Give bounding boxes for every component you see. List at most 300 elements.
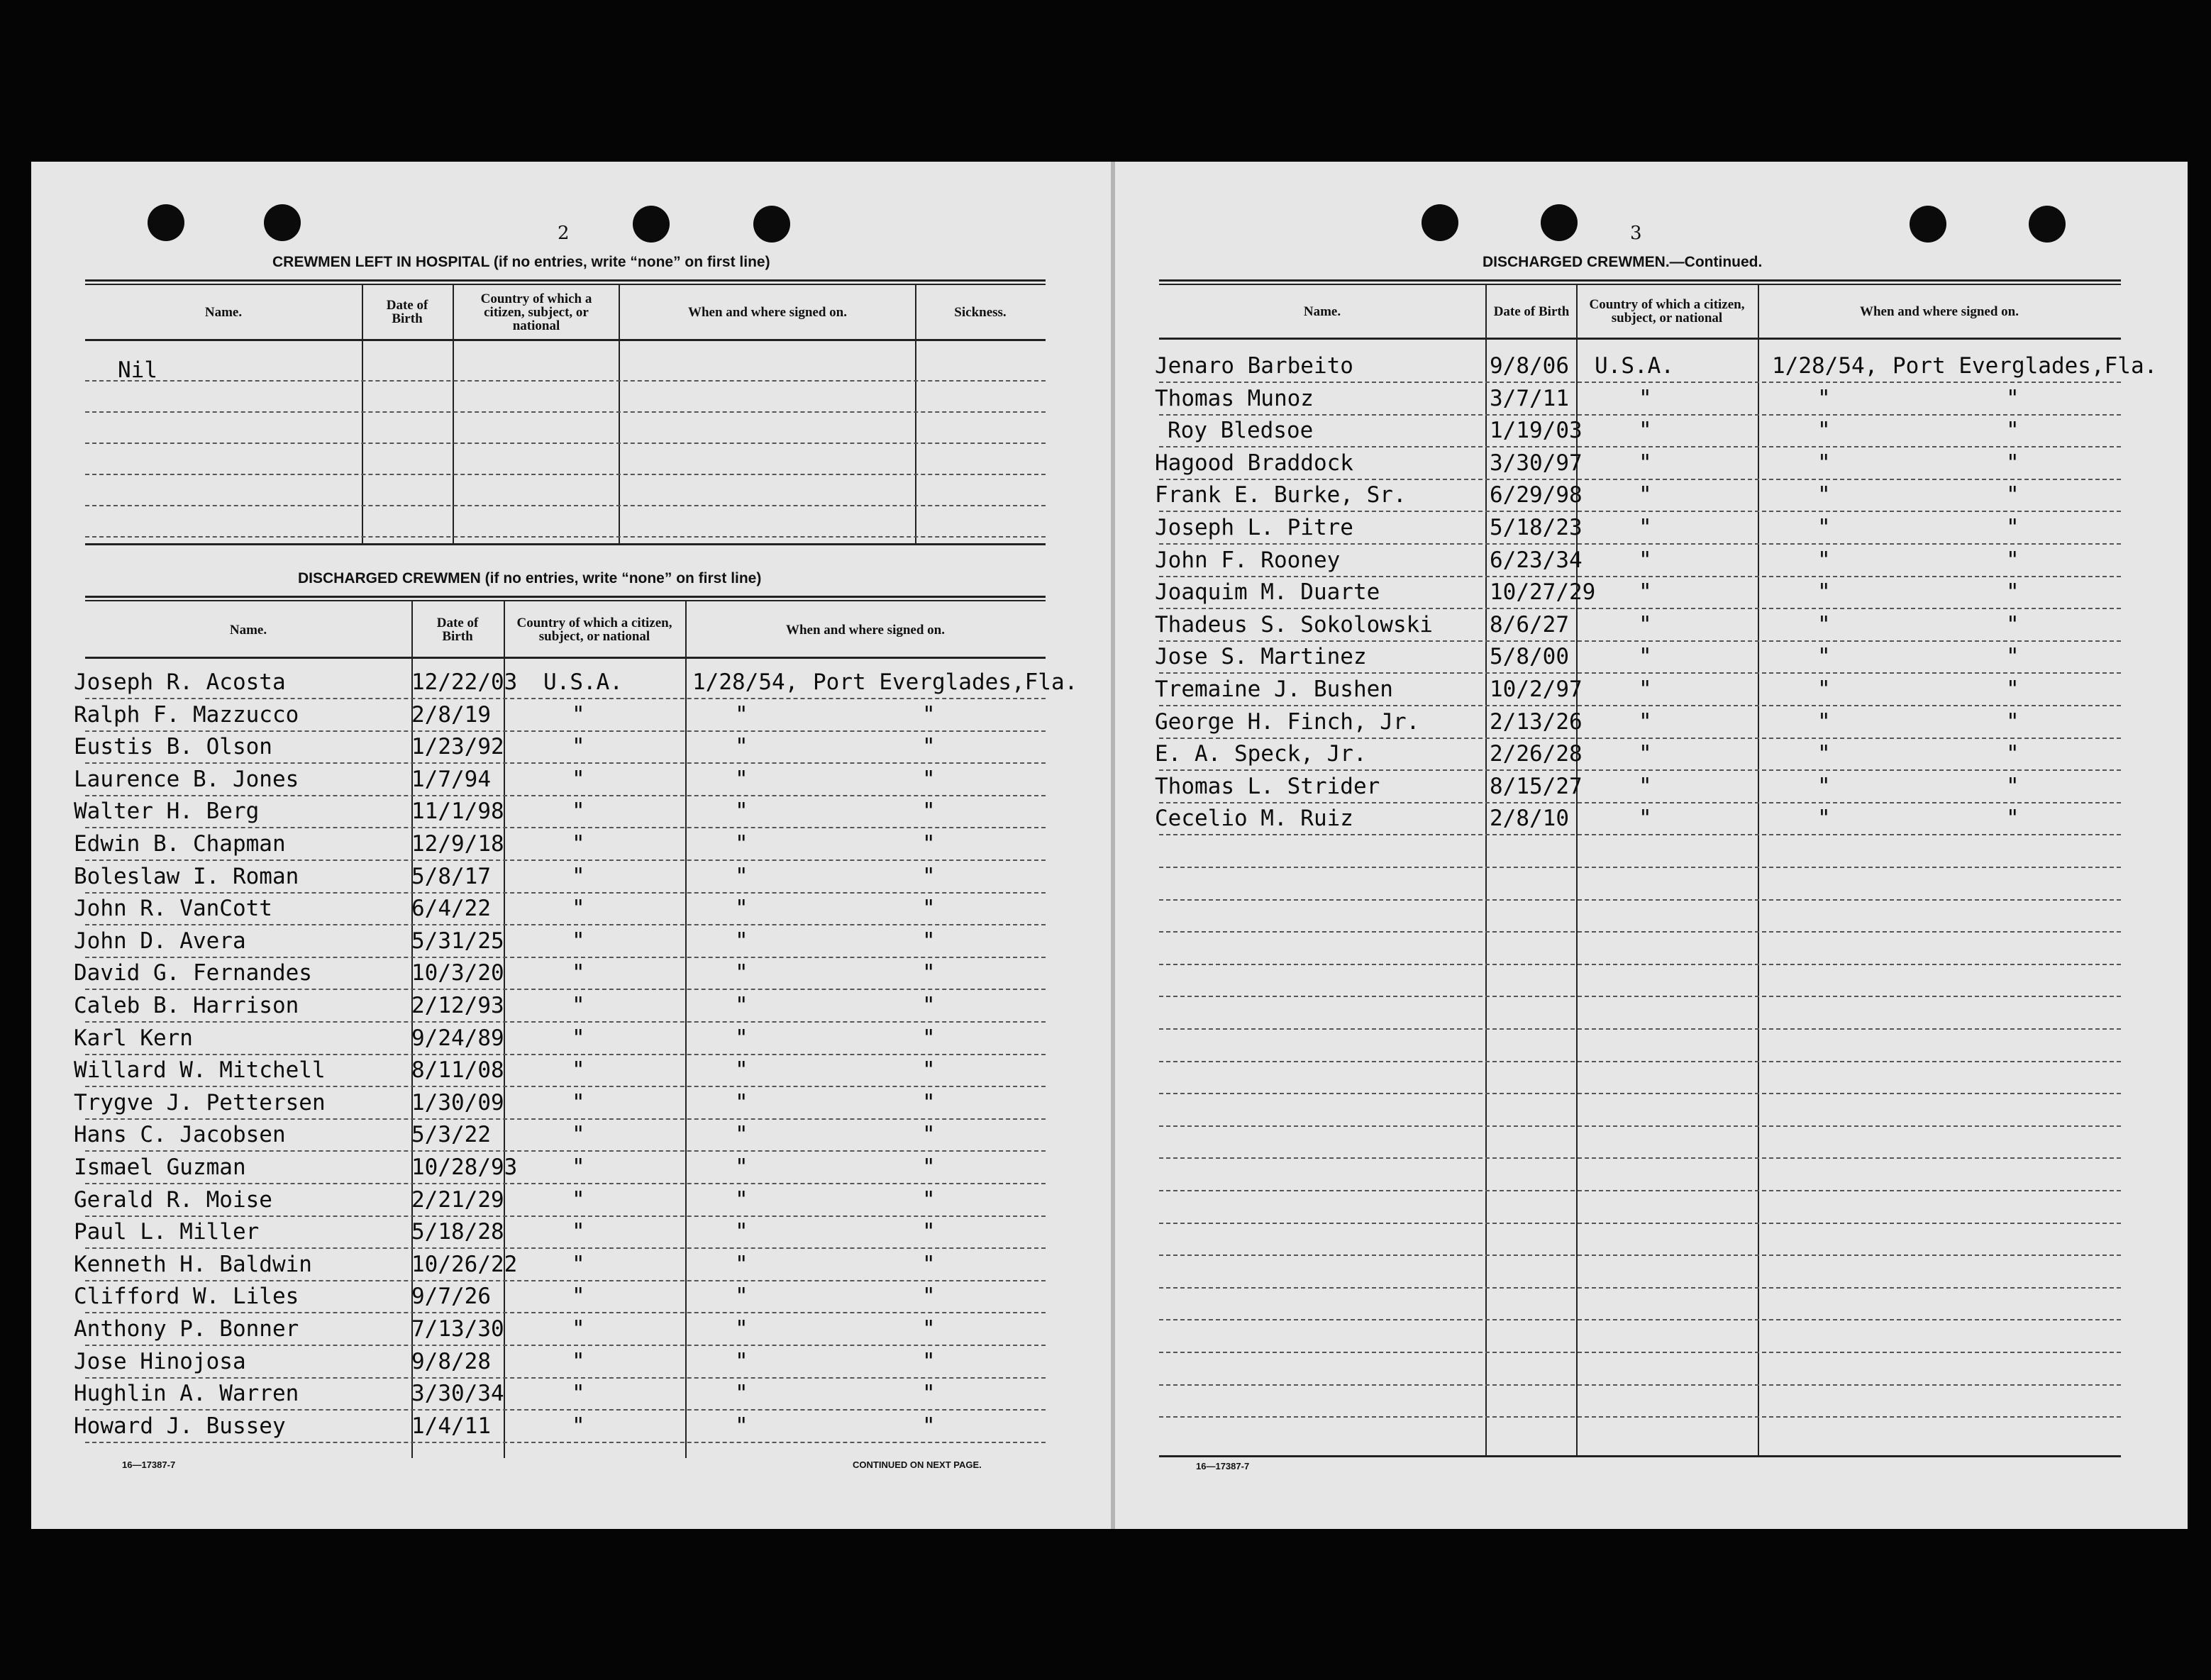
dotted-row-line bbox=[85, 860, 1046, 861]
signed-on-place: " bbox=[2006, 774, 2019, 799]
signed-on-date: " bbox=[735, 1155, 748, 1180]
dotted-row-line bbox=[1159, 1384, 2121, 1386]
crew-date-of-birth: 3/7/11 bbox=[1490, 386, 1569, 411]
signed-on-date: " bbox=[735, 1381, 748, 1406]
header-signed-on: When and where signed on. bbox=[687, 304, 847, 320]
dotted-row-line bbox=[85, 443, 1046, 444]
signed-on-place: " bbox=[2006, 450, 2019, 476]
crew-country: " bbox=[572, 928, 585, 954]
crew-country: " bbox=[1639, 612, 1652, 638]
crew-name: Anthony P. Bonner bbox=[74, 1316, 299, 1342]
dotted-row-line bbox=[85, 380, 1046, 382]
dotted-row-line bbox=[1159, 672, 2121, 674]
crew-date-of-birth: 10/28/93 bbox=[411, 1155, 518, 1180]
signed-on-date: " bbox=[735, 928, 748, 954]
column-rule bbox=[1758, 284, 1759, 1457]
crew-name: Clifford W. Liles bbox=[74, 1284, 299, 1309]
crew-name: Hagood Braddock bbox=[1155, 450, 1353, 476]
dotted-row-line bbox=[85, 1086, 1046, 1087]
signed-on-date: " bbox=[735, 993, 748, 1018]
dotted-row-line bbox=[85, 411, 1046, 413]
crew-name: Thomas L. Strider bbox=[1155, 774, 1380, 799]
dotted-row-line bbox=[1159, 1157, 2121, 1159]
crew-name: Jose S. Martinez bbox=[1155, 644, 1367, 669]
crew-country: " bbox=[1639, 386, 1652, 411]
crew-country: " bbox=[572, 1187, 585, 1213]
crew-date-of-birth: 2/12/93 bbox=[411, 993, 504, 1018]
crew-country: " bbox=[572, 993, 585, 1018]
dotted-row-line bbox=[1159, 479, 2121, 480]
signed-on-place: " bbox=[2006, 579, 2019, 605]
crew-date-of-birth: 9/8/28 bbox=[411, 1349, 491, 1374]
crew-date-of-birth: 10/27/29 bbox=[1490, 579, 1596, 605]
crew-country: " bbox=[572, 960, 585, 986]
signed-on-place: " bbox=[922, 1057, 936, 1083]
dotted-row-line bbox=[1159, 769, 2121, 771]
dotted-row-line bbox=[85, 536, 1046, 538]
dotted-row-line bbox=[85, 1021, 1046, 1023]
crew-date-of-birth: 1/7/94 bbox=[411, 767, 491, 792]
binder-hole bbox=[633, 206, 670, 243]
signed-on-date: " bbox=[1817, 677, 1831, 702]
dotted-row-line bbox=[1159, 446, 2121, 447]
dotted-row-line bbox=[85, 1409, 1046, 1411]
signed-on-place: " bbox=[922, 1219, 936, 1245]
dotted-row-line bbox=[1159, 1416, 2121, 1418]
signed-on-date: " bbox=[735, 1349, 748, 1374]
table-rule bbox=[1159, 1455, 2121, 1457]
signed-on-place: " bbox=[922, 767, 936, 792]
crew-country: " bbox=[572, 1252, 585, 1277]
crew-name: Thadeus S. Sokolowski bbox=[1155, 612, 1433, 638]
signed-on-date: " bbox=[735, 864, 748, 889]
signed-on-date: " bbox=[735, 1057, 748, 1083]
signed-on-place: " bbox=[922, 928, 936, 954]
header-country: Country of which a citizen, subject, or national bbox=[1589, 297, 1745, 326]
crew-date-of-birth: 5/18/28 bbox=[411, 1219, 504, 1245]
page-number: 3 bbox=[1630, 223, 1642, 244]
signed-on-place: " bbox=[922, 864, 936, 889]
crew-name: Jose Hinojosa bbox=[74, 1349, 246, 1374]
crew-country: U.S.A. bbox=[543, 669, 623, 695]
crew-country: " bbox=[1639, 418, 1652, 443]
dotted-row-line bbox=[1159, 964, 2121, 965]
crew-date-of-birth: 6/29/98 bbox=[1490, 482, 1583, 508]
page-fold bbox=[1111, 162, 1115, 1529]
signed-on-place: " bbox=[2006, 709, 2019, 735]
table-rule bbox=[1159, 338, 2121, 340]
dotted-row-line bbox=[1159, 414, 2121, 416]
crew-name: Cecelio M. Ruiz bbox=[1155, 806, 1353, 831]
crew-name: Willard W. Mitchell bbox=[74, 1057, 326, 1083]
signed-on-date: " bbox=[1817, 774, 1831, 799]
signed-on-date: 1/28/54, bbox=[1772, 353, 1878, 379]
crew-date-of-birth: 11/1/98 bbox=[411, 799, 504, 824]
signed-on-place: Port Everglades,Fla. bbox=[1893, 353, 2158, 379]
crew-date-of-birth: 5/3/22 bbox=[411, 1122, 491, 1147]
signed-on-date: " bbox=[1817, 418, 1831, 443]
dotted-row-line bbox=[85, 957, 1046, 958]
crew-name: Laurence B. Jones bbox=[74, 767, 299, 792]
signed-on-date: " bbox=[1817, 515, 1831, 540]
crew-date-of-birth: 6/4/22 bbox=[411, 896, 491, 921]
signed-on-date: " bbox=[1817, 741, 1831, 767]
discharged-continued-title: DISCHARGED CREWMEN.—Continued. bbox=[1483, 254, 1763, 270]
signed-on-date: " bbox=[735, 702, 748, 728]
binder-hole bbox=[1910, 206, 1946, 243]
signed-on-place: " bbox=[922, 1381, 936, 1406]
dotted-row-line bbox=[85, 1312, 1046, 1313]
crew-date-of-birth: 1/19/03 bbox=[1490, 418, 1583, 443]
header-date-of-birth: Date of Birth bbox=[436, 616, 479, 644]
crew-name: David G. Fernandes bbox=[74, 960, 312, 986]
hospital-entry: Nil bbox=[118, 357, 157, 383]
dotted-row-line bbox=[85, 892, 1046, 894]
dotted-row-line bbox=[85, 1280, 1046, 1281]
crew-name: Paul L. Miller bbox=[74, 1219, 260, 1245]
crew-date-of-birth: 12/9/18 bbox=[411, 831, 504, 857]
header-name: Name. bbox=[229, 622, 267, 638]
dotted-row-line bbox=[1159, 608, 2121, 609]
crew-name: Joseph R. Acosta bbox=[74, 669, 286, 695]
dotted-row-line bbox=[85, 1150, 1046, 1152]
table-rule bbox=[85, 339, 1046, 341]
dotted-row-line bbox=[1159, 1061, 2121, 1062]
dotted-row-line bbox=[1159, 543, 2121, 545]
column-rule bbox=[685, 600, 687, 1458]
crew-name: Edwin B. Chapman bbox=[74, 831, 286, 857]
crew-country: " bbox=[572, 1413, 585, 1439]
crew-name: Ismael Guzman bbox=[74, 1155, 246, 1180]
column-rule bbox=[1485, 284, 1487, 1457]
header-signed-on: When and where signed on. bbox=[1859, 304, 2019, 319]
signed-on-place: " bbox=[922, 1090, 936, 1116]
dotted-row-line bbox=[1159, 1319, 2121, 1320]
signed-on-place: " bbox=[2006, 612, 2019, 638]
dotted-row-line bbox=[1159, 640, 2121, 642]
dotted-row-line bbox=[1159, 576, 2121, 577]
signed-on-date: " bbox=[1817, 386, 1831, 411]
dotted-row-line bbox=[85, 827, 1046, 828]
hospital-section-title: CREWMEN LEFT IN HOSPITAL (if no entries, write “none” on first line) bbox=[272, 254, 770, 270]
dotted-row-line bbox=[1159, 1093, 2121, 1094]
form-number: 16—17387-7 bbox=[1196, 1461, 1250, 1472]
crew-name: John D. Avera bbox=[74, 928, 246, 954]
dotted-row-line bbox=[1159, 899, 2121, 901]
header-signed-on: When and where signed on. bbox=[785, 622, 945, 638]
crew-name: Hans C. Jacobsen bbox=[74, 1122, 286, 1147]
binder-hole bbox=[1422, 204, 1458, 241]
binder-hole bbox=[753, 206, 790, 243]
crew-date-of-birth: 1/30/09 bbox=[411, 1090, 504, 1116]
dotted-row-line bbox=[1159, 931, 2121, 933]
crew-name: Thomas Munoz bbox=[1155, 386, 1314, 411]
dotted-row-line bbox=[85, 795, 1046, 796]
dotted-row-line bbox=[85, 1054, 1046, 1055]
table-rule bbox=[1159, 279, 2121, 282]
dotted-row-line bbox=[1159, 1028, 2121, 1030]
crew-name: Ralph F. Mazzucco bbox=[74, 702, 299, 728]
dotted-row-line bbox=[85, 505, 1046, 506]
signed-on-place: " bbox=[2006, 741, 2019, 767]
crew-date-of-birth: 10/26/22 bbox=[411, 1252, 518, 1277]
crew-country: " bbox=[572, 1316, 585, 1342]
signed-on-date: " bbox=[735, 767, 748, 792]
crew-country: " bbox=[572, 1155, 585, 1180]
header-date-of-birth: Date of Birth bbox=[1493, 304, 1570, 319]
crew-date-of-birth: 8/11/08 bbox=[411, 1057, 504, 1083]
signed-on-date: " bbox=[735, 1284, 748, 1309]
crew-name: Walter H. Berg bbox=[74, 799, 260, 824]
signed-on-date: " bbox=[735, 799, 748, 824]
signed-on-place: " bbox=[922, 1122, 936, 1147]
crew-name: Gerald R. Moise bbox=[74, 1187, 272, 1213]
crew-country: " bbox=[1639, 741, 1652, 767]
crew-date-of-birth: 1/4/11 bbox=[411, 1413, 491, 1439]
signed-on-date: " bbox=[735, 1090, 748, 1116]
header-name: Name. bbox=[1303, 304, 1341, 319]
crew-country: " bbox=[572, 1284, 585, 1309]
binder-hole bbox=[264, 204, 301, 241]
crew-country: " bbox=[572, 1090, 585, 1116]
dotted-row-line bbox=[1159, 738, 2121, 739]
crew-date-of-birth: 2/8/10 bbox=[1490, 806, 1569, 831]
crew-date-of-birth: 1/23/92 bbox=[411, 734, 504, 760]
table-rule bbox=[85, 543, 1046, 545]
signed-on-place: " bbox=[922, 799, 936, 824]
crew-country: " bbox=[572, 1057, 585, 1083]
crew-date-of-birth: 2/21/29 bbox=[411, 1187, 504, 1213]
binder-hole bbox=[1541, 204, 1578, 241]
dotted-row-line bbox=[1159, 1255, 2121, 1256]
signed-on-date: " bbox=[1817, 806, 1831, 831]
crew-date-of-birth: 2/8/19 bbox=[411, 702, 491, 728]
crew-country: " bbox=[572, 896, 585, 921]
signed-on-date: " bbox=[735, 1187, 748, 1213]
crew-date-of-birth: 9/7/26 bbox=[411, 1284, 491, 1309]
signed-on-place: " bbox=[2006, 386, 2019, 411]
dotted-row-line bbox=[85, 1345, 1046, 1346]
header-country: Country of which a citizen, subject, or national bbox=[480, 291, 592, 333]
crew-date-of-birth: 5/31/25 bbox=[411, 928, 504, 954]
crew-date-of-birth: 5/8/17 bbox=[411, 864, 491, 889]
crew-country: " bbox=[1639, 482, 1652, 508]
signed-on-place: " bbox=[922, 993, 936, 1018]
crew-country: " bbox=[1639, 774, 1652, 799]
crew-name: Trygve J. Pettersen bbox=[74, 1090, 326, 1116]
form-number: 16—17387-7 bbox=[122, 1459, 176, 1470]
table-rule bbox=[85, 279, 1046, 282]
dotted-row-line bbox=[85, 698, 1046, 699]
crew-name: Hughlin A. Warren bbox=[74, 1381, 299, 1406]
dotted-row-line bbox=[85, 989, 1046, 990]
crew-country: " bbox=[572, 831, 585, 857]
dotted-row-line bbox=[1159, 802, 2121, 803]
signed-on-date: " bbox=[735, 960, 748, 986]
crew-name: E. A. Speck, Jr. bbox=[1155, 741, 1367, 767]
dotted-row-line bbox=[85, 1442, 1046, 1443]
crew-name: Joseph L. Pitre bbox=[1155, 515, 1353, 540]
crew-country: U.S.A. bbox=[1595, 353, 1674, 379]
crew-country: " bbox=[1639, 547, 1652, 573]
dotted-row-line bbox=[85, 1247, 1046, 1249]
signed-on-date: " bbox=[735, 896, 748, 921]
crew-country: " bbox=[572, 702, 585, 728]
signed-on-place: " bbox=[922, 960, 936, 986]
dotted-row-line bbox=[1159, 834, 2121, 835]
crew-date-of-birth: 5/18/23 bbox=[1490, 515, 1583, 540]
dotted-row-line bbox=[85, 1118, 1046, 1120]
signed-on-place: " bbox=[922, 1316, 936, 1342]
signed-on-place: Port Everglades,Fla. bbox=[813, 669, 1078, 695]
crew-name: John R. VanCott bbox=[74, 896, 272, 921]
crew-country: " bbox=[1639, 806, 1652, 831]
crew-date-of-birth: 6/23/34 bbox=[1490, 547, 1583, 573]
dotted-row-line bbox=[1159, 867, 2121, 868]
table-rule bbox=[85, 600, 1046, 601]
crew-date-of-birth: 8/6/27 bbox=[1490, 612, 1569, 638]
continued-note: CONTINUED ON NEXT PAGE. bbox=[853, 1459, 982, 1470]
signed-on-place: " bbox=[922, 1284, 936, 1309]
signed-on-date: " bbox=[735, 1316, 748, 1342]
signed-on-date: " bbox=[735, 1219, 748, 1245]
crew-date-of-birth: 3/30/97 bbox=[1490, 450, 1583, 476]
binder-hole bbox=[2029, 206, 2066, 243]
signed-on-place: " bbox=[922, 1155, 936, 1180]
signed-on-date: " bbox=[1817, 709, 1831, 735]
crew-country: " bbox=[1639, 709, 1652, 735]
header-date-of-birth: Date of Birth bbox=[386, 298, 428, 326]
signed-on-date: " bbox=[735, 734, 748, 760]
dotted-row-line bbox=[85, 1216, 1046, 1217]
crew-name: Tremaine J. Bushen bbox=[1155, 677, 1393, 702]
crew-name: Joaquim M. Duarte bbox=[1155, 579, 1380, 605]
dotted-row-line bbox=[1159, 1352, 2121, 1353]
signed-on-place: " bbox=[2006, 482, 2019, 508]
dotted-row-line bbox=[1159, 1287, 2121, 1289]
crew-date-of-birth: 10/2/97 bbox=[1490, 677, 1583, 702]
crew-country: " bbox=[572, 767, 585, 792]
crew-country: " bbox=[1639, 450, 1652, 476]
dotted-row-line bbox=[1159, 511, 2121, 512]
signed-on-place: " bbox=[922, 1025, 936, 1051]
dotted-row-line bbox=[85, 1377, 1046, 1379]
signed-on-place: " bbox=[2006, 644, 2019, 669]
crew-name: Kenneth H. Baldwin bbox=[74, 1252, 312, 1277]
crew-country: " bbox=[572, 1122, 585, 1147]
dotted-row-line bbox=[85, 1183, 1046, 1184]
signed-on-place: " bbox=[922, 702, 936, 728]
crew-name: George H. Finch, Jr. bbox=[1155, 709, 1420, 735]
signed-on-date: " bbox=[735, 1122, 748, 1147]
signed-on-place: " bbox=[922, 1187, 936, 1213]
crew-name: Frank E. Burke, Sr. bbox=[1155, 482, 1407, 508]
signed-on-place: " bbox=[2006, 418, 2019, 443]
header-name: Name. bbox=[204, 304, 243, 320]
crew-name: Karl Kern bbox=[74, 1025, 193, 1051]
crew-date-of-birth: 7/13/30 bbox=[411, 1316, 504, 1342]
dotted-row-line bbox=[1159, 1190, 2121, 1191]
crew-date-of-birth: 9/24/89 bbox=[411, 1025, 504, 1051]
signed-on-date: " bbox=[1817, 450, 1831, 476]
signed-on-date: " bbox=[1817, 612, 1831, 638]
signed-on-place: " bbox=[922, 831, 936, 857]
crew-date-of-birth: 8/15/27 bbox=[1490, 774, 1583, 799]
signed-on-date: 1/28/54, bbox=[692, 669, 799, 695]
crew-name: John F. Rooney bbox=[1155, 547, 1341, 573]
signed-on-place: " bbox=[2006, 677, 2019, 702]
signed-on-place: " bbox=[922, 1252, 936, 1277]
dotted-row-line bbox=[1159, 1125, 2121, 1127]
signed-on-date: " bbox=[1817, 482, 1831, 508]
signed-on-place: " bbox=[2006, 515, 2019, 540]
crew-country: " bbox=[572, 864, 585, 889]
dotted-row-line bbox=[85, 924, 1046, 925]
crew-date-of-birth: 12/22/03 bbox=[411, 669, 518, 695]
table-rule bbox=[85, 284, 1046, 285]
crew-date-of-birth: 9/8/06 bbox=[1490, 353, 1569, 379]
signed-on-date: " bbox=[1817, 644, 1831, 669]
signed-on-place: " bbox=[922, 1413, 936, 1439]
crew-name: Jenaro Barbeito bbox=[1155, 353, 1353, 379]
crew-date-of-birth: 10/3/20 bbox=[411, 960, 504, 986]
signed-on-date: " bbox=[735, 1413, 748, 1439]
header-country: Country of which a citizen, subject, or national bbox=[516, 616, 672, 644]
signed-on-place: " bbox=[922, 734, 936, 760]
crew-name: Eustis B. Olson bbox=[74, 734, 272, 760]
dotted-row-line bbox=[1159, 996, 2121, 997]
table-rule bbox=[85, 657, 1046, 659]
dotted-row-line bbox=[85, 730, 1046, 732]
crew-date-of-birth: 2/26/28 bbox=[1490, 741, 1583, 767]
crew-date-of-birth: 2/13/26 bbox=[1490, 709, 1583, 735]
crew-country: " bbox=[572, 1219, 585, 1245]
page-number: 2 bbox=[558, 223, 570, 244]
crew-name: Roy Bledsoe bbox=[1168, 418, 1314, 443]
crew-country: " bbox=[1639, 579, 1652, 605]
crew-country: " bbox=[572, 1349, 585, 1374]
signed-on-date: " bbox=[735, 831, 748, 857]
signed-on-date: " bbox=[735, 1252, 748, 1277]
crew-country: " bbox=[572, 734, 585, 760]
dotted-row-line bbox=[1159, 705, 2121, 706]
signed-on-date: " bbox=[1817, 547, 1831, 573]
crew-date-of-birth: 5/8/00 bbox=[1490, 644, 1569, 669]
crew-country: " bbox=[572, 1381, 585, 1406]
signed-on-date: " bbox=[735, 1025, 748, 1051]
crew-country: " bbox=[1639, 677, 1652, 702]
crew-country: " bbox=[572, 1025, 585, 1051]
dotted-row-line bbox=[1159, 382, 2121, 383]
signed-on-place: " bbox=[2006, 547, 2019, 573]
signed-on-place: " bbox=[922, 896, 936, 921]
binder-hole bbox=[148, 204, 184, 241]
crew-name: Boleslaw I. Roman bbox=[74, 864, 299, 889]
crew-name: Caleb B. Harrison bbox=[74, 993, 299, 1018]
signed-on-date: " bbox=[1817, 579, 1831, 605]
dotted-row-line bbox=[85, 762, 1046, 764]
table-rule bbox=[85, 596, 1046, 598]
crew-country: " bbox=[1639, 515, 1652, 540]
dotted-row-line bbox=[85, 474, 1046, 475]
dotted-row-line bbox=[1159, 1223, 2121, 1224]
table-rule bbox=[1159, 284, 2121, 285]
crew-country: " bbox=[572, 799, 585, 824]
crew-country: " bbox=[1639, 644, 1652, 669]
discharged-section-title: DISCHARGED CREWMEN (if no entries, write “none” on first line) bbox=[298, 570, 762, 586]
signed-on-place: " bbox=[922, 1349, 936, 1374]
header-sickness: Sickness. bbox=[954, 304, 1007, 320]
